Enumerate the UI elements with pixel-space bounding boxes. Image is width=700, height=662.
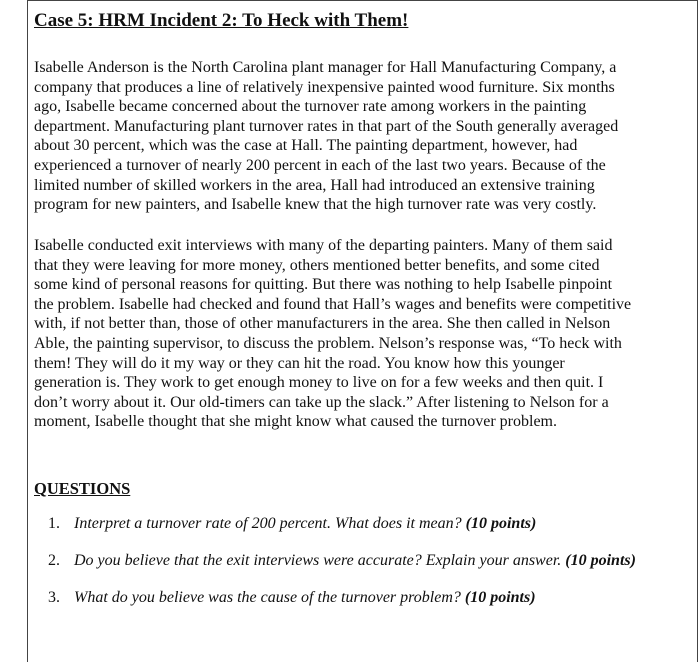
question-text: What do you believe was the cause of the turnover problem? <box>74 589 461 606</box>
question-item <box>48 589 688 626</box>
paragraph-line: Able, the painting supervisor, to discuss the problem. Nelson’s response was, “To heck with <box>34 334 622 352</box>
paragraph-line: generation is. They work to get enough money to live on for a few weeks and then quit. I <box>34 374 604 392</box>
question-points: (10 points) <box>565 552 636 569</box>
paragraph-line: them! They will do it my way or they can hit the road. You know how this younger <box>34 354 565 372</box>
paragraph-line: moment, Isabelle thought that she might know what caused the turnover problem. <box>34 413 557 431</box>
paragraph-line: Isabelle Anderson is the North Carolina plant manager for Hall Manufacturing Company, a <box>34 59 617 76</box>
paragraph-line: program for new painters, and Isabelle knew that the high turnover rate was very costly. <box>34 196 597 214</box>
paragraph-line: that they were leaving for more money, others mentioned better benefits, and some cited <box>34 256 600 274</box>
paragraph-line: limited number of skilled workers in the area, Hall had introduced an extensive training <box>34 176 595 194</box>
top-border <box>27 0 698 1</box>
question-text: Do you believe that the exit interviews were accurate? Explain your answer. <box>74 552 562 569</box>
question-points: (10 points) <box>464 589 536 606</box>
paragraph-line: the problem. Isabelle had checked and found that Hall’s wages and benefits were competitive <box>34 295 632 313</box>
question-points: (10 points) <box>465 515 537 532</box>
paragraph-line: department. Manufacturing plant turnover rates in that part of the South generally averaged <box>34 117 619 135</box>
paragraph-line: company that produces a line of relatively inexpensive painted wood furniture. Six months <box>34 78 615 96</box>
question-item <box>48 515 688 552</box>
paragraph-line: don’t worry about it. Our old-timers can take up the slack.” After listening to Nelson for a <box>34 393 609 411</box>
question-text: Interpret a turnover rate of 200 percent. What does it mean? <box>74 515 462 532</box>
paragraph-line: experienced a turnover of nearly 200 percent in each of the last two years. Because of the <box>34 156 606 174</box>
paragraph-line: ago, Isabelle became concerned about the turnover rate among workers in the painting <box>34 98 587 116</box>
questions-list <box>48 515 688 626</box>
paragraph-1 <box>34 58 694 215</box>
question-number: 2. <box>48 552 60 569</box>
paragraph-line: with, if not better than, those of other manufacturers in the area. She then called in Nelson <box>34 315 611 333</box>
question-number: 1. <box>48 515 60 532</box>
paragraph-line: some kind of personal reasons for quitting. But there was nothing to help Isabelle pinpoint <box>34 276 613 294</box>
paragraph-2 <box>34 236 694 432</box>
paragraph-line: about 30 percent, which was the case at Hall. The painting department, however, had <box>34 137 578 155</box>
question-number: 3. <box>48 589 60 606</box>
questions-heading: QUESTIONS <box>34 479 131 498</box>
paragraph-line: Isabelle conducted exit interviews with many of the departing painters. Many of them said <box>34 237 613 254</box>
case-title: Case 5: HRM Incident 2: To Heck with Them! <box>34 10 409 31</box>
question-item <box>48 552 688 589</box>
